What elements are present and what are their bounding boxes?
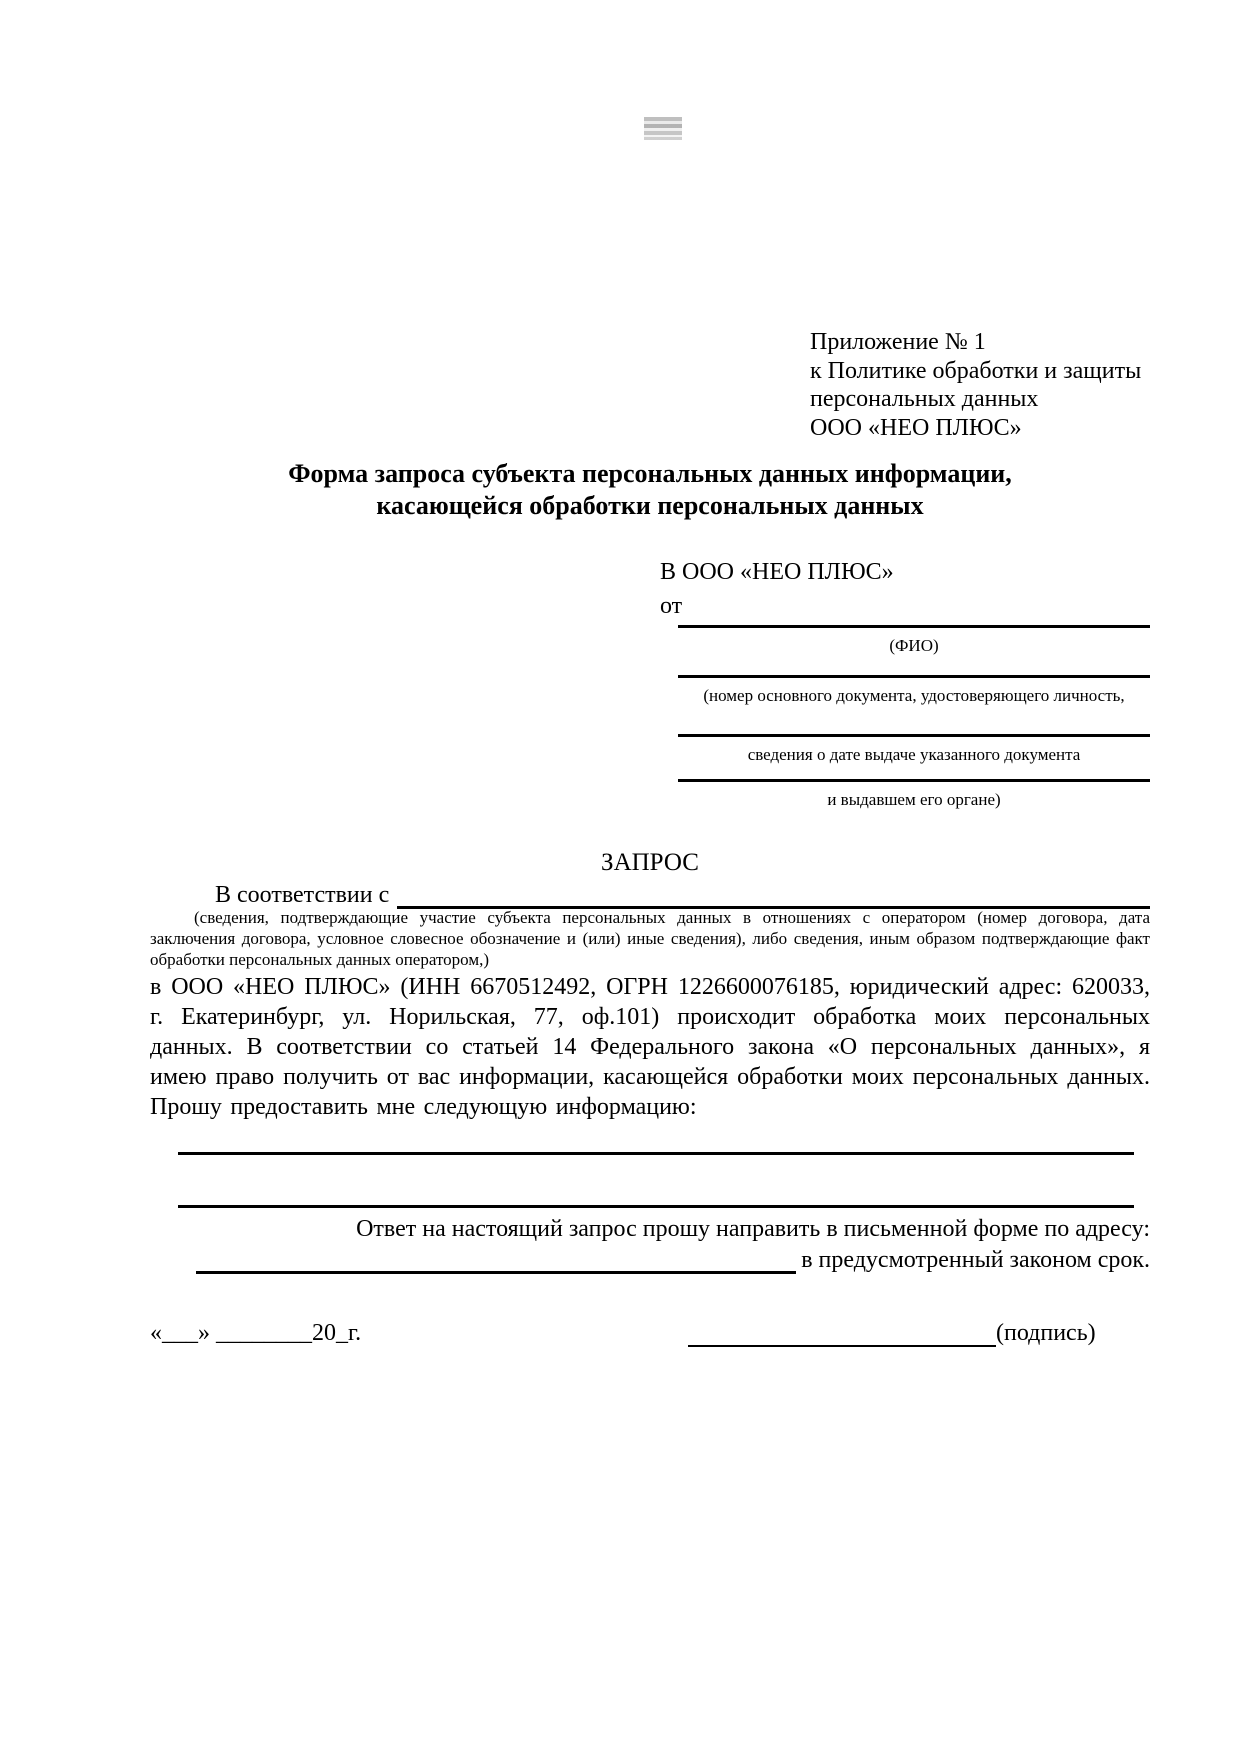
issuing-authority-blank-line xyxy=(678,754,1150,782)
request-heading: ЗАПРОС xyxy=(601,849,699,876)
issue-date-blank-line xyxy=(678,709,1150,737)
request-intro-prefix: В соответствии с xyxy=(215,882,390,908)
appendix-header-line: персональных данных xyxy=(810,386,1039,412)
appendix-header-line: Приложение № 1 xyxy=(810,329,986,355)
addressee-from-label: от xyxy=(660,593,683,619)
date-fill-line: «___» ________20_г. xyxy=(150,1320,362,1346)
basis-explainer-note: (сведения, подтверждающие участие субъекта персональных данных в отношениях с оператором (номер договора, дата заключения договора, условное словесное обозначение и (или) иные сведения), либо сведения, иным образом подтверждающие факт обработки персональных данных оператором,) xyxy=(150,908,1150,969)
reply-address-sentence: Ответ на настоящий запрос прошу направить в письменной форме по адресу: xyxy=(356,1216,1150,1242)
appendix-header-line: к Политике обработки и защиты xyxy=(810,357,1142,384)
basis-blank-line xyxy=(397,883,1150,909)
document-title-line1: Форма запроса субъекта персональных данных информации, xyxy=(288,459,1012,488)
addressee-to: В ООО «НЕО ПЛЮС» xyxy=(660,559,894,585)
signature-row xyxy=(688,1320,1096,1347)
issue-date-caption: сведения о дате выдаче указанного документа xyxy=(747,745,1081,764)
document-title xyxy=(150,458,1150,522)
id-number-caption: (номер основного документа, удостоверяющего личность, xyxy=(703,686,1125,705)
reply-term-row xyxy=(150,1247,1150,1274)
issuing-authority-caption: и выдавшем его органе) xyxy=(827,790,1001,809)
id-number-blank-line xyxy=(678,650,1150,678)
info-blank-line-2 xyxy=(178,1205,1134,1208)
appendix-header xyxy=(810,328,1141,442)
reply-term-text: в предусмотренный законом срок. xyxy=(801,1247,1150,1273)
blurred-logo-icon xyxy=(644,117,682,140)
info-blank-line-1 xyxy=(178,1152,1134,1155)
request-intro-row xyxy=(150,882,1150,909)
signature-caption: (подпись) xyxy=(996,1320,1096,1346)
fio-caption: (ФИО) xyxy=(889,636,939,655)
request-body-paragraph: в ООО «НЕО ПЛЮС» (ИНН 6670512492, ОГРН 1226600076185, юридический адрес: 620033, г. Екатеринбург, ул. Норильская, 77, оф.101) происходит обработка моих персональных данных. В соответствии со статьей 14 Федерального закона «О персональных данных», я имею право получить от вас информации, касающейся обработки моих персональных данных. Прошу предоставить мне следующую информацию: xyxy=(150,974,1150,1120)
appendix-header-line: ООО «НЕО ПЛЮС» xyxy=(810,414,1022,441)
address-blank-line xyxy=(196,1248,796,1274)
document-title-line2: касающейся обработки персональных данных xyxy=(376,491,924,520)
signature-blank-line xyxy=(688,1321,996,1347)
fio-blank-line xyxy=(678,600,1150,628)
